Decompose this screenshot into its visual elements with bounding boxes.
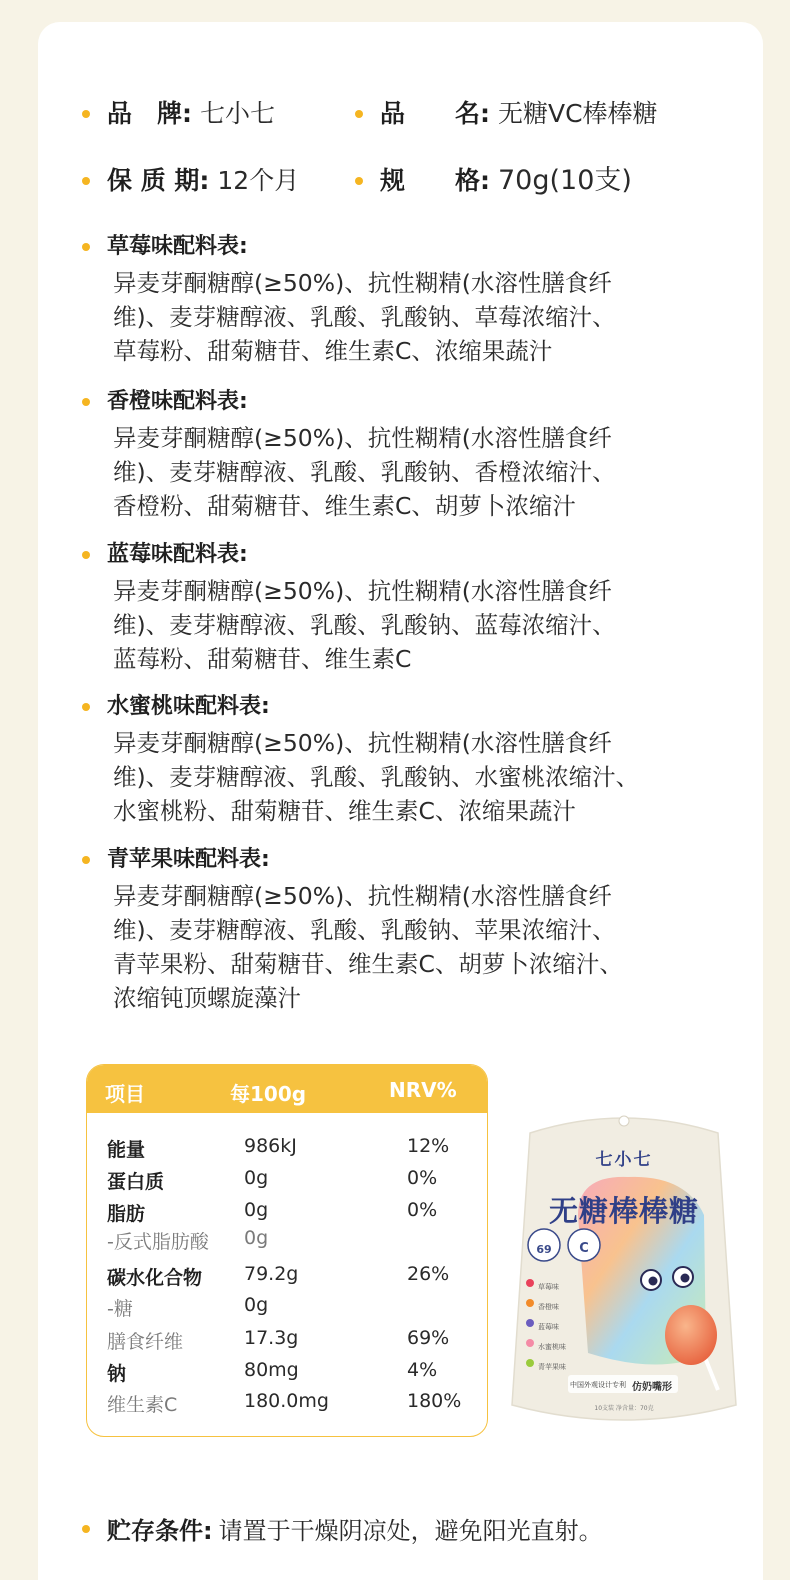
flavor-label: 草莓味 — [538, 1283, 559, 1291]
storage-value: 请置于干燥阴凉处，避免阳光直射。 — [218, 1517, 603, 1545]
patent-text: 中国外观设计专利 — [570, 1381, 626, 1389]
nutrition-row — [87, 1135, 487, 1163]
brand-label: 品 牌: — [107, 99, 192, 128]
nutrient-name: -糖 — [107, 1298, 133, 1320]
bullet-dot — [82, 110, 90, 118]
nutrient-amount: 0g — [244, 1227, 269, 1249]
product-package-image — [508, 1105, 740, 1445]
ingredient-line: 异麦芽酮糖醇(≥50%)、抗性糊精(水溶性膳食纤 — [113, 424, 612, 452]
mascot-pupil — [681, 1274, 690, 1283]
ingredient-text — [113, 266, 743, 368]
info-shelf-life — [82, 164, 299, 198]
ingredient-title: 蓝莓味配料表: — [107, 542, 248, 567]
shelf-value: 12个月 — [217, 166, 300, 195]
ingredient-line: 维)、麦芽糖醇液、乳酸、乳酸钠、蓝莓浓缩汁、 — [113, 611, 616, 639]
nutrient-amount: 0g — [244, 1294, 269, 1316]
ingredient-line: 香橙粉、甜菊糖苷、维生素C、胡萝卜浓缩汁 — [113, 492, 576, 520]
nutrition-row — [87, 1327, 487, 1355]
info-brand — [82, 97, 275, 131]
flavor-dot-blueberry — [526, 1319, 534, 1327]
badge-fiber-text: 69 — [536, 1243, 552, 1256]
nutrient-nrv: 180% — [407, 1390, 462, 1412]
name-value: 无糖VC棒棒糖 — [498, 99, 658, 128]
ingredient-text — [113, 421, 743, 523]
ingredient-line: 异麦芽酮糖醇(≥50%)、抗性糊精(水溶性膳食纤 — [113, 577, 612, 605]
nutrient-name: 维生素C — [107, 1394, 178, 1416]
ingredient-block-strawberry — [82, 232, 742, 368]
nutrition-row — [87, 1167, 487, 1195]
nutrition-row — [87, 1227, 487, 1255]
ingredient-line: 浓缩钝顶螺旋藻汁 — [113, 984, 301, 1012]
mascot-pupil — [649, 1277, 658, 1286]
nutrient-nrv: 4% — [407, 1359, 438, 1381]
spec-value: 70g(10支) — [498, 165, 632, 196]
flavor-dot-strawberry — [526, 1279, 534, 1287]
flavor-label: 蓝莓味 — [538, 1323, 559, 1331]
spec-label: 规 格: — [380, 166, 490, 195]
nutrient-amount: 986kJ — [244, 1135, 297, 1157]
lollipop-candy — [665, 1305, 717, 1365]
ingredient-block-peach — [82, 692, 742, 828]
nutrition-row — [87, 1390, 487, 1418]
nutrient-amount: 80mg — [244, 1359, 299, 1381]
ingredient-text — [113, 726, 743, 828]
ingredient-line: 维)、麦芽糖醇液、乳酸、乳酸钠、苹果浓缩汁、 — [113, 916, 616, 944]
nutrient-name: 钠 — [107, 1363, 127, 1385]
flavor-label: 青苹果味 — [538, 1363, 566, 1371]
nutrient-amount: 79.2g — [244, 1263, 299, 1285]
nutrient-amount: 0g — [244, 1167, 269, 1189]
ingredient-title: 香橙味配料表: — [107, 389, 248, 414]
ingredient-block-blueberry — [82, 540, 742, 676]
bullet-dot — [82, 1525, 90, 1533]
bullet-dot — [82, 398, 90, 406]
header-nrv: NRV% — [389, 1078, 457, 1102]
nutrient-name: 膳食纤维 — [107, 1331, 184, 1353]
nutrient-nrv: 69% — [407, 1327, 450, 1349]
nutrient-nrv: 0% — [407, 1199, 438, 1221]
hang-hole — [619, 1116, 629, 1126]
flavor-dot-orange — [526, 1299, 534, 1307]
flavor-dot-apple — [526, 1359, 534, 1367]
bullet-dot — [82, 177, 90, 185]
package-title: 无糖棒棒糖 — [548, 1194, 699, 1228]
nutrient-name: 碳水化合物 — [107, 1267, 203, 1289]
nutrition-row — [87, 1294, 487, 1322]
package-brand-logo: 七小七 — [595, 1150, 653, 1170]
nutrient-nrv: 12% — [407, 1135, 450, 1157]
nutrient-name: 脂肪 — [107, 1203, 146, 1225]
bullet-dot — [82, 856, 90, 864]
info-spec — [355, 164, 632, 198]
nutrient-nrv: 26% — [407, 1263, 450, 1285]
net-content: 10支装 净含量：70克 — [594, 1405, 654, 1412]
flavor-dot-peach — [526, 1339, 534, 1347]
nutrient-amount: 180.0mg — [244, 1390, 329, 1412]
nutrient-amount: 0g — [244, 1199, 269, 1221]
ingredient-title: 青苹果味配料表: — [107, 847, 270, 872]
bullet-dot — [82, 551, 90, 559]
header-per100g: 每100g — [230, 1082, 307, 1106]
storage-label: 贮存条件: — [107, 1517, 213, 1545]
header-item: 项目 — [105, 1082, 145, 1106]
ingredient-line: 异麦芽酮糖醇(≥50%)、抗性糊精(水溶性膳食纤 — [113, 269, 612, 297]
flavor-list — [538, 1277, 566, 1377]
flavor-label: 水蜜桃味 — [538, 1343, 566, 1351]
nutrient-name: -反式脂肪酸 — [107, 1231, 209, 1253]
ingredient-text — [113, 879, 743, 1015]
nutrient-name: 蛋白质 — [107, 1171, 165, 1193]
info-name — [355, 97, 658, 131]
shape-text: 仿奶嘴形 — [632, 1382, 672, 1393]
bullet-dot — [82, 243, 90, 251]
flavor-label: 香橙味 — [538, 1303, 559, 1311]
name-label: 品 名: — [380, 99, 490, 128]
nutrition-header — [87, 1065, 487, 1113]
storage-conditions — [82, 1511, 603, 1546]
nutrition-table — [86, 1064, 488, 1437]
ingredient-title: 草莓味配料表: — [107, 234, 248, 259]
nutrition-row — [87, 1263, 487, 1291]
nutrition-row — [87, 1199, 487, 1227]
ingredient-line: 蓝莓粉、甜菊糖苷、维生素C — [113, 645, 412, 673]
ingredient-line: 异麦芽酮糖醇(≥50%)、抗性糊精(水溶性膳食纤 — [113, 882, 612, 910]
ingredient-line: 维)、麦芽糖醇液、乳酸、乳酸钠、水蜜桃浓缩汁、 — [113, 763, 640, 791]
ingredient-line: 维)、麦芽糖醇液、乳酸、乳酸钠、香橙浓缩汁、 — [113, 458, 616, 486]
nutrition-row — [87, 1359, 487, 1387]
nutrient-name: 能量 — [107, 1139, 146, 1161]
ingredient-title: 水蜜桃味配料表: — [107, 694, 270, 719]
ingredient-block-green-apple — [82, 845, 742, 1015]
ingredient-line: 草莓粉、甜菊糖苷、维生素C、浓缩果蔬汁 — [113, 337, 553, 365]
brand-value: 七小七 — [200, 99, 276, 128]
ingredient-line: 维)、麦芽糖醇液、乳酸、乳酸钠、草莓浓缩汁、 — [113, 303, 616, 331]
ingredient-line: 异麦芽酮糖醇(≥50%)、抗性糊精(水溶性膳食纤 — [113, 729, 612, 757]
bullet-dot — [355, 177, 363, 185]
nutrient-nrv: 0% — [407, 1167, 438, 1189]
ingredient-block-orange — [82, 387, 742, 523]
ingredient-text — [113, 574, 743, 676]
ingredient-line: 水蜜桃粉、甜菊糖苷、维生素C、浓缩果蔬汁 — [113, 797, 576, 825]
bullet-dot — [82, 703, 90, 711]
badge-vc-text: C — [579, 1241, 589, 1256]
shelf-label: 保 质 期: — [107, 166, 210, 195]
nutrient-amount: 17.3g — [244, 1327, 299, 1349]
ingredient-line: 青苹果粉、甜菊糖苷、维生素C、胡萝卜浓缩汁、 — [113, 950, 623, 978]
bullet-dot — [355, 110, 363, 118]
